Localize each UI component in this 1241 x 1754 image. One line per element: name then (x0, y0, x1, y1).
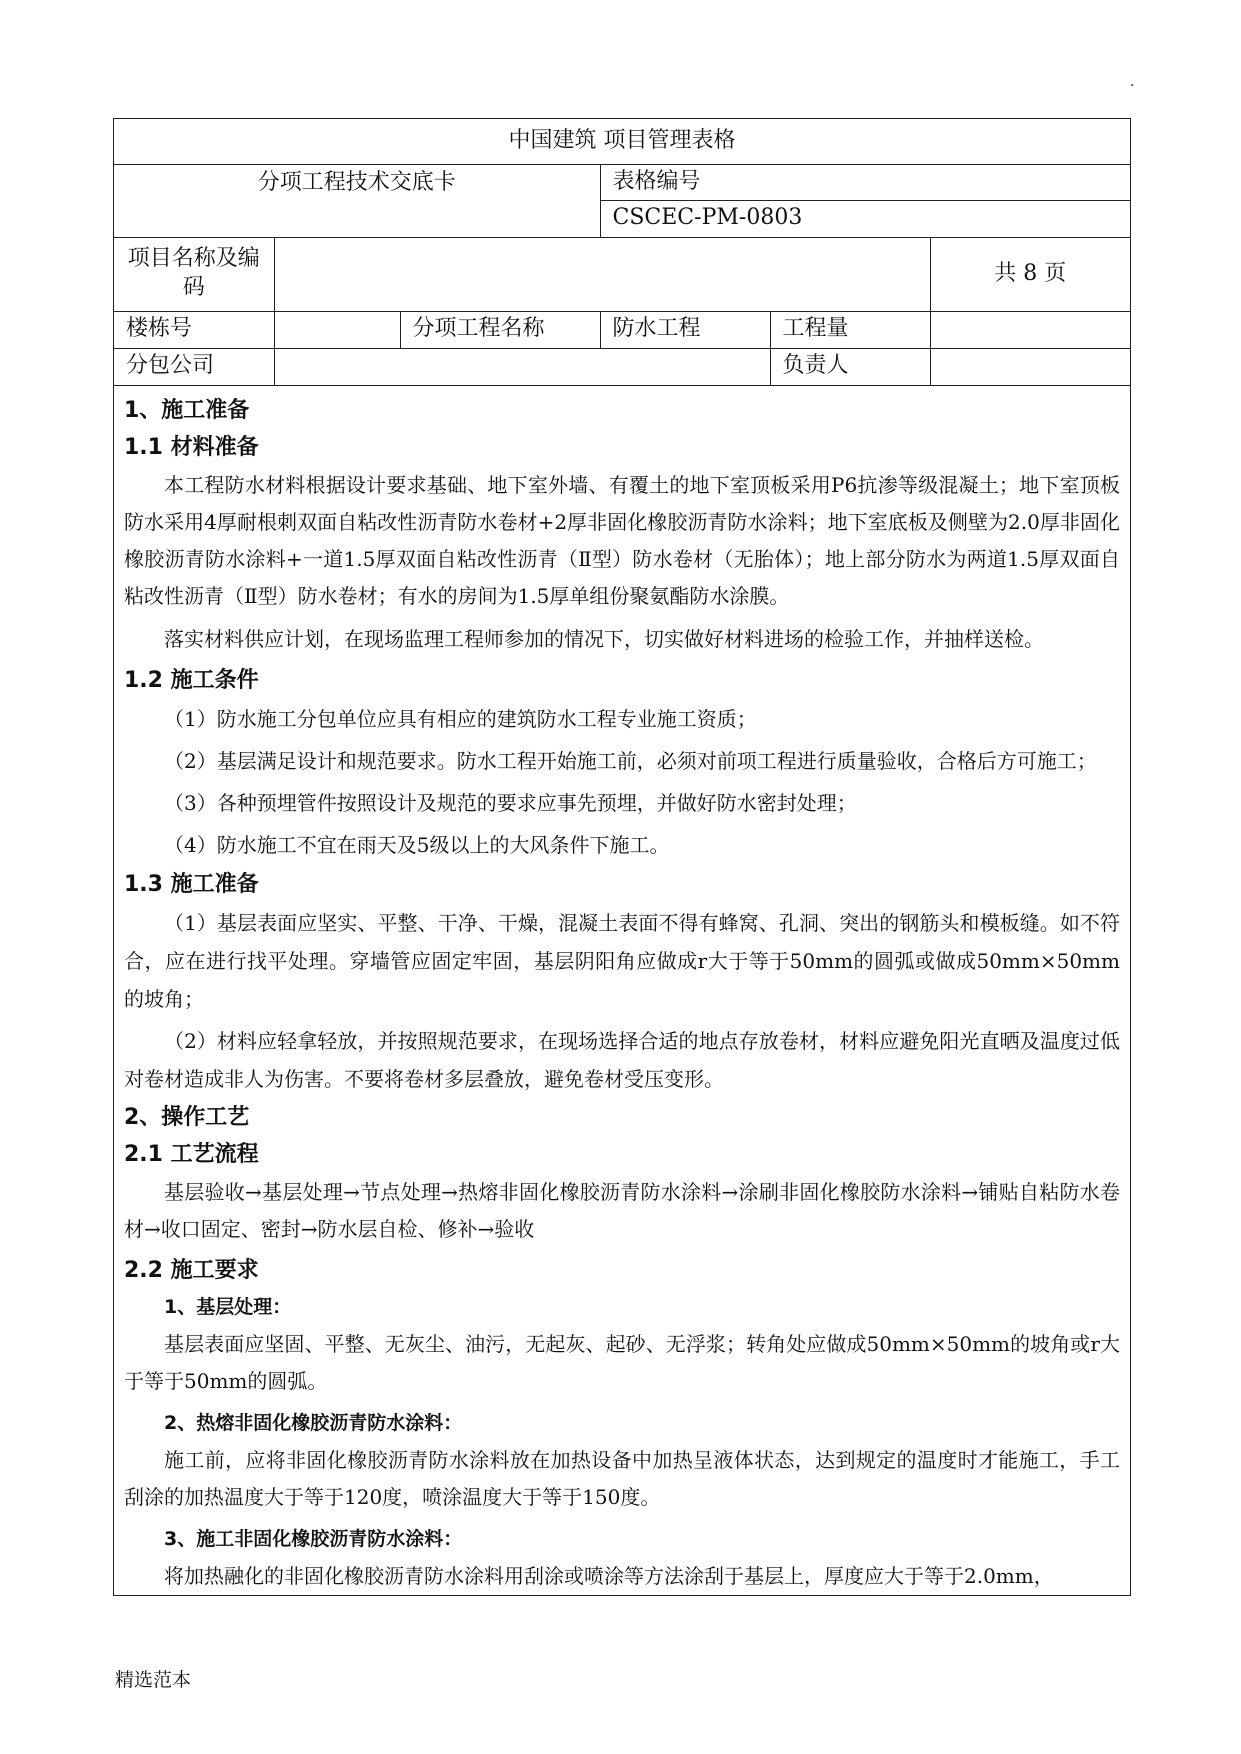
top-mark: · (1130, 78, 1135, 94)
subitem-value: 防水工程 (600, 311, 770, 348)
step-heading: 2、热熔非固化橡胶沥青防水涂料： (164, 1411, 463, 1434)
section-heading: 1、施工准备 (124, 397, 250, 423)
paragraph: 施工前，应将非固化橡胶沥青防水涂料放在加热设备中加热呈液体状态，达到规定的温度时才能施工，手工刮涂的加热温度大于等于120度，喷涂温度大于等于150度。 (124, 1447, 1120, 1509)
subsection-heading: 2.1 工艺流程 (124, 1141, 259, 1167)
form-title: 中国建筑 项目管理表格 (114, 119, 1130, 164)
list-item: （2）材料应轻拿轻放，并按照规范要求，在现场选择合适的地点存放卷材，材料应避免阳光直晒及温度过低对卷材造成非人为伤害。不要将卷材多层叠放，避免卷材受压变形。 (124, 1028, 1120, 1091)
list-item: （4）防水施工不宜在雨天及5级以上的大风条件下施工。 (164, 832, 670, 857)
owner-value (930, 348, 1130, 385)
card-name: 分项工程技术交底卡 (114, 164, 600, 237)
section-heading: 2、操作工艺 (124, 1104, 250, 1130)
paragraph: 将加热融化的非固化橡胶沥青防水涂料用刮涂或喷涂等方法涂刮于基层上，厚度应大于等于2.0mm， (164, 1563, 1054, 1588)
paragraph: 落实材料供应计划，在现场监理工程师参加的情况下，切实做好材料进场的检验工作，并抽样送检。 (164, 626, 1044, 651)
paragraph: 基层验收→基层处理→节点处理→热熔非固化橡胶沥青防水涂料→涂刷非固化橡胶防水涂料→铺贴自粘防水卷材→收口固定、密封→防水层自检、修补→验收 (124, 1179, 1120, 1241)
list-item: （1）基层表面应坚实、平整、干净、干燥，混凝土表面不得有蜂窝、孔洞、突出的钢筋头和模板缝。如不符合，应在进行找平处理。穿墙管应固定牢固，基层阴阳角应做成r大于等于50mm的圆弧或做成50mm×50mm的坡角； (124, 910, 1120, 1011)
quantity-value (930, 311, 1130, 348)
subsection-heading: 1.3 施工准备 (124, 871, 259, 897)
project-name-label: 项目名称及编码 (114, 237, 274, 311)
paragraph: 本工程防水材料根据设计要求基础、地下室外墙、有覆土的地下室顶板采用P6抗渗等级混凝土；地下室顶板防水采用4厚耐根刺双面自粘改性沥青防水卷材+2厚非固化橡胶沥青防水涂料；地下室底板及侧壁为2.0厚非固化橡胶沥青防水涂料+一道1.5厚双面自粘改性沥青（Ⅱ型）防水卷材（无胎体）；地上部分防水为两道1.5厚双面自粘改性沥青（Ⅱ型）防水卷材；有水的房间为1.5厚单组份聚氨酯防水涂膜。 (124, 472, 1120, 608)
footer-note: 精选范本 (115, 1669, 192, 1691)
subcontractor-label: 分包公司 (114, 348, 274, 385)
step-heading: 1、基层处理： (164, 1295, 292, 1318)
list-item: （3）各种预埋管件按照设计及规范的要求应事先预埋，并做好防水密封处理； (164, 790, 857, 815)
paragraph: 基层表面应坚固、平整、无灰尘、油污，无起灰、起砂、无浮浆；转角处应做成50mm×50mm的坡角或r大于等于50mm的圆弧。 (124, 1331, 1120, 1393)
owner-label: 负责人 (770, 348, 930, 385)
building-value (274, 311, 400, 348)
technical-disclosure-sheet (113, 118, 1131, 1596)
subitem-label: 分项工程名称 (400, 311, 600, 348)
project-name-value (274, 237, 930, 311)
disclosure-content (114, 386, 1130, 1595)
list-item: （1）防水施工分包单位应具有相应的建筑防水工程专业施工资质； (164, 706, 757, 731)
step-heading: 3、施工非固化橡胶沥青防水涂料： (164, 1527, 463, 1550)
list-item: （2）基层满足设计和规范要求。防水工程开始施工前，必须对前项工程进行质量验收，合格后方可施工； (164, 748, 1097, 773)
subsection-heading: 1.1 材料准备 (124, 434, 259, 460)
form-no-label: 表格编号 (600, 164, 1130, 200)
header-table (114, 119, 1130, 386)
quantity-label: 工程量 (770, 311, 930, 348)
page-count: 共 8 页 (930, 237, 1130, 311)
form-no-value: CSCEC-PM-0803 (600, 200, 1130, 237)
subcontractor-value (274, 348, 770, 385)
subsection-heading: 1.2 施工条件 (124, 667, 259, 693)
building-label: 楼栋号 (114, 311, 274, 348)
subsection-heading: 2.2 施工要求 (124, 1257, 259, 1283)
